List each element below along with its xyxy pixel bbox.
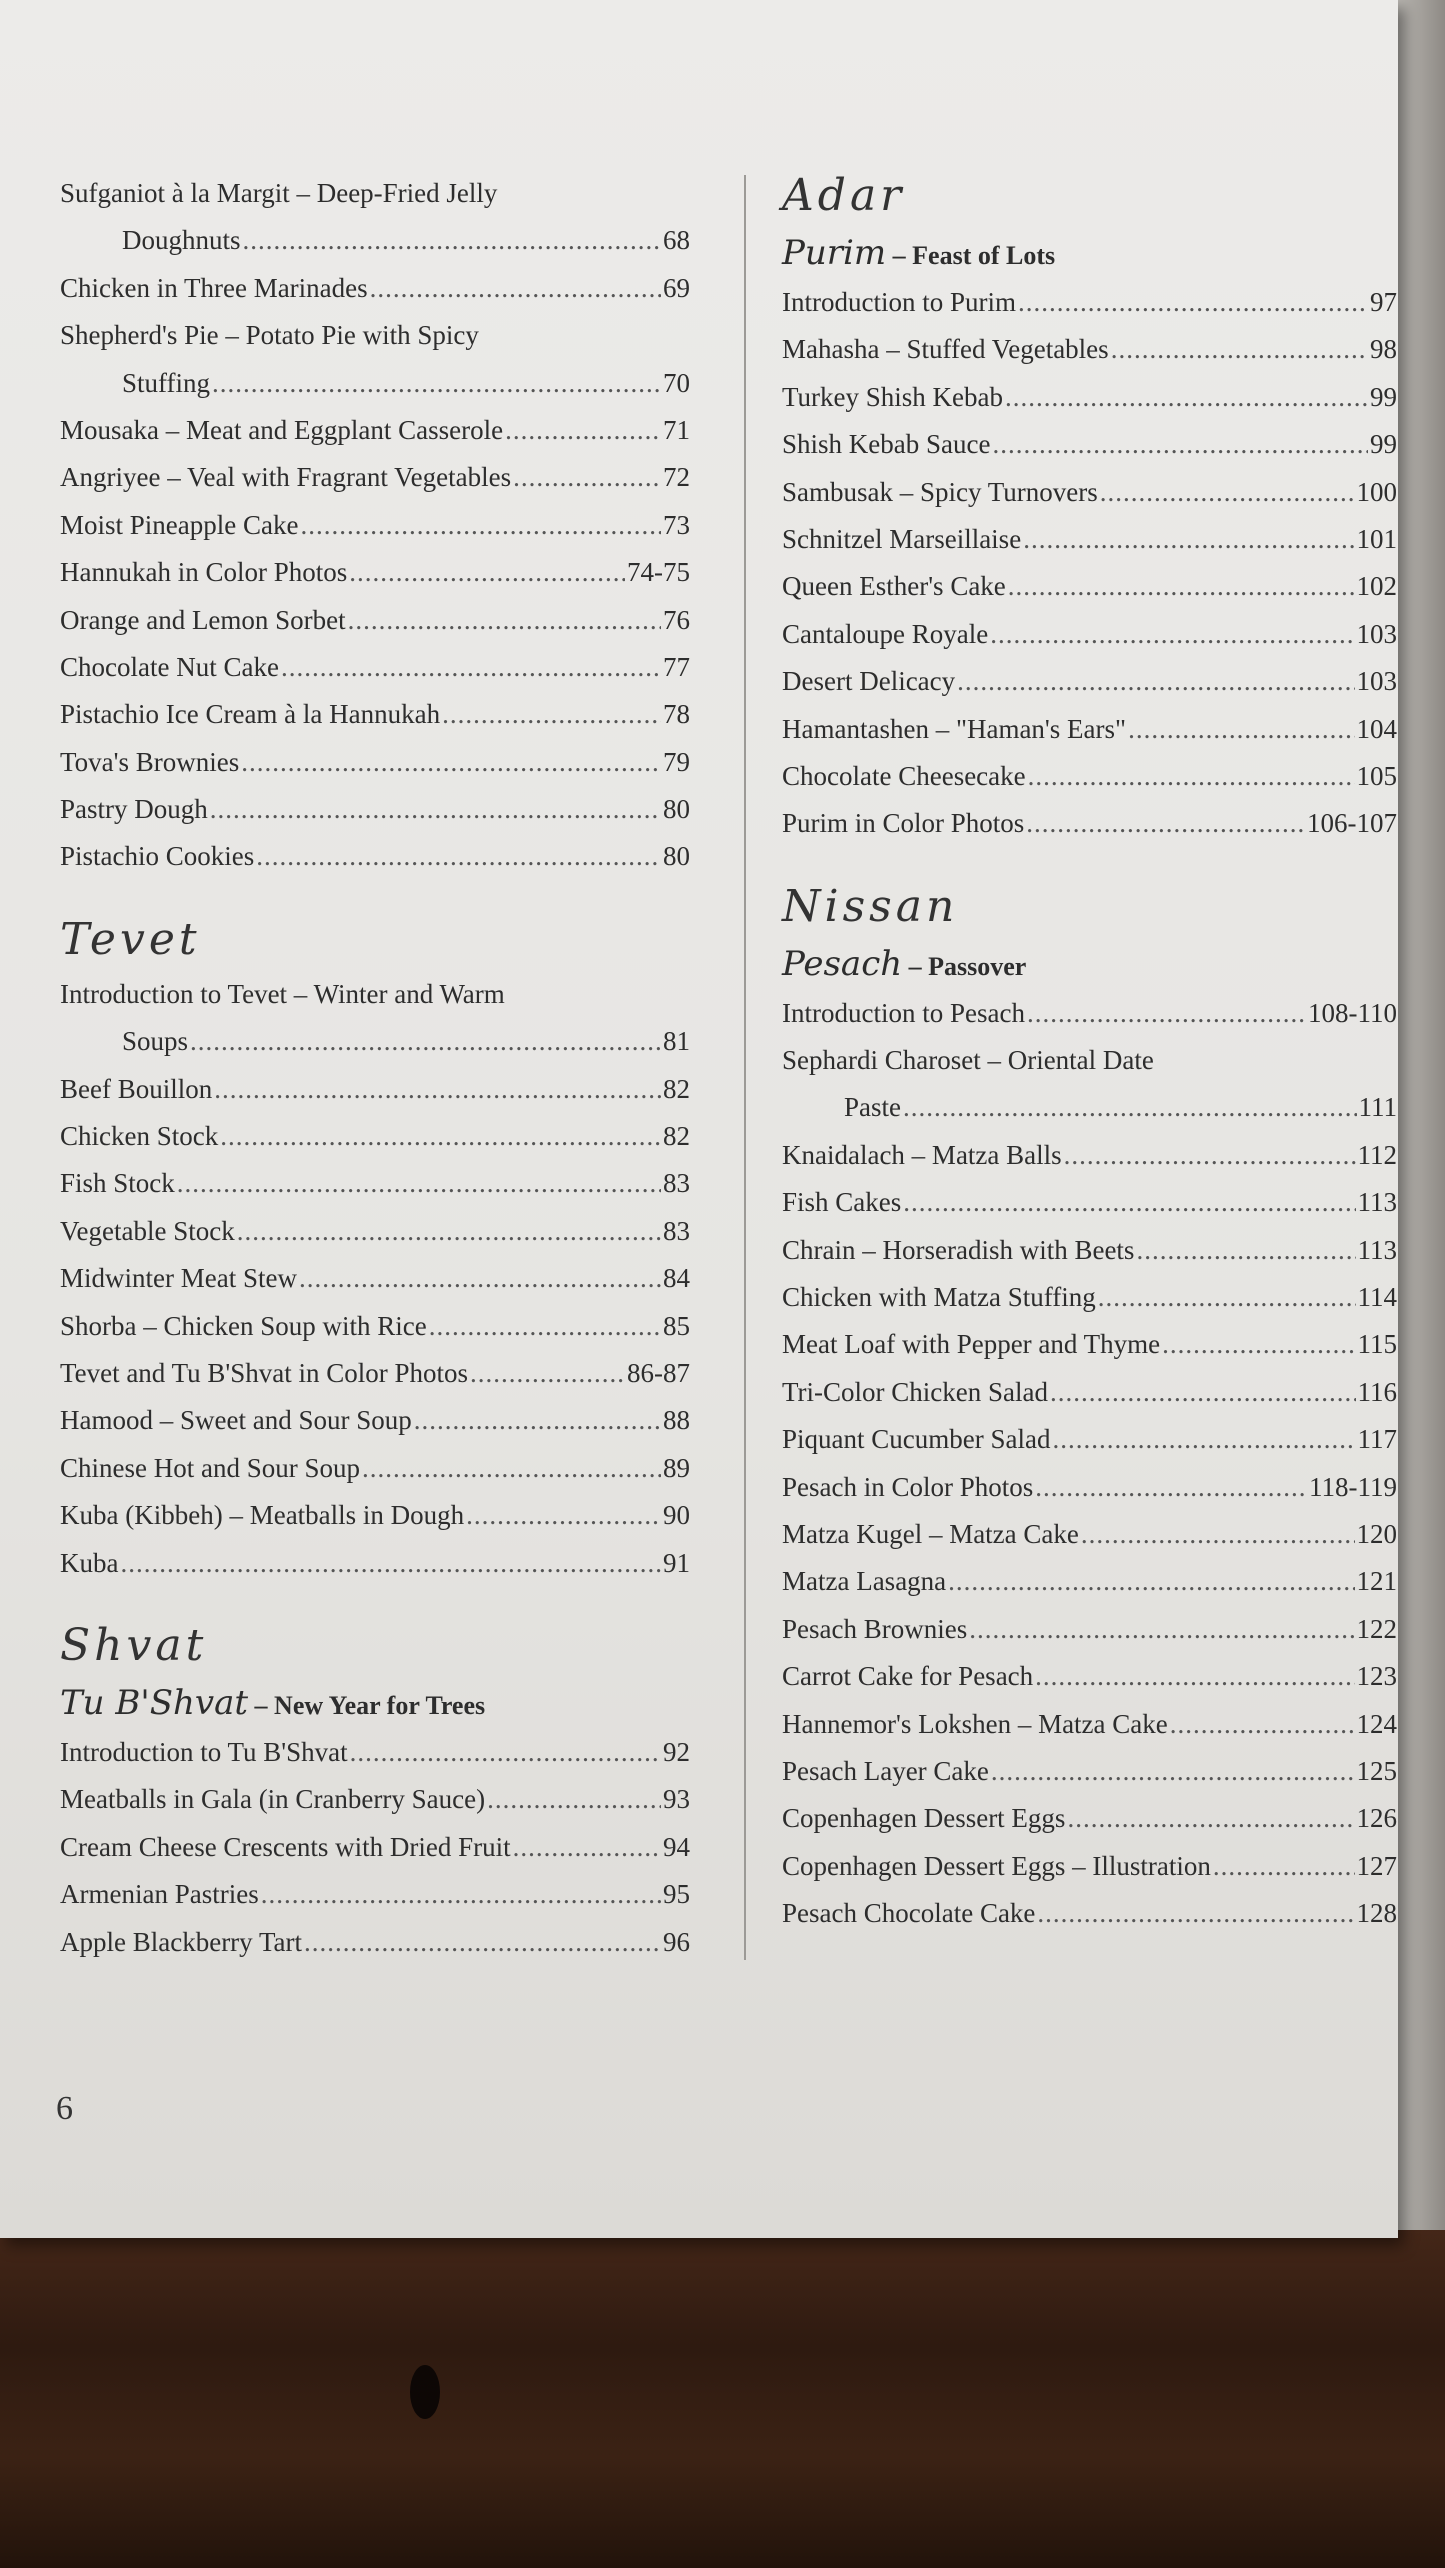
toc-page-number: 77 (663, 651, 690, 682)
toc-entry (782, 469, 1397, 516)
toc-entry (782, 1464, 1397, 1511)
left-column (60, 170, 690, 1966)
toc-entry-title: Hamantashen – "Haman's Ears" (782, 713, 1127, 744)
toc-entry (782, 1606, 1397, 1653)
toc-entry (782, 279, 1397, 326)
toc-page-number: 128 (1356, 1898, 1397, 1929)
toc-entry-title: Chicken in Three Marinades (60, 272, 368, 303)
page-edge-shadow (1398, 0, 1445, 2230)
toc-entry (782, 1795, 1397, 1842)
toc-page-number: 83 (663, 1168, 690, 1199)
dot-leader (1136, 1227, 1355, 1274)
toc-entry-title: Pistachio Cookies (60, 841, 255, 872)
toc-entry (60, 1160, 690, 1207)
dot-leader (1037, 1890, 1354, 1937)
toc-entry (782, 706, 1397, 753)
dot-leader (243, 217, 661, 264)
toc-entry-title: Copenhagen Dessert Eggs (782, 1803, 1066, 1834)
toc-page-number: 99 (1370, 381, 1397, 412)
month-heading-nissan: Nissan (782, 880, 959, 932)
toc-entry-title: Cantaloupe Royale (782, 618, 989, 649)
toc-page-number: 82 (663, 1073, 690, 1104)
toc-entry-title: Pesach Brownies (782, 1613, 968, 1644)
toc-entry (60, 1397, 690, 1444)
toc-page-number: 103 (1356, 618, 1397, 649)
dot-leader (304, 1919, 661, 1966)
toc-page-number: 100 (1356, 476, 1397, 507)
toc-page-number: 106-107 (1307, 808, 1397, 839)
toc-entry-title: Pastry Dough (60, 794, 208, 825)
holiday-heading-tu-bshvat (60, 1677, 690, 1729)
dot-leader (1018, 279, 1368, 326)
toc-entry-title: Introduction to Purim (782, 287, 1016, 317)
toc-entry-line: Sufganiot à la Margit – Deep-Fried Jelly (60, 178, 498, 208)
toc-entry-title: Pesach Layer Cake (782, 1755, 989, 1786)
toc-entry-title: Matza Lasagna (782, 1566, 947, 1597)
toc-page-number: 76 (663, 604, 690, 635)
toc-entry (60, 1729, 690, 1776)
toc-entry-title: Mousaka – Meat and Eggplant Casserole (60, 414, 504, 445)
toc-entry (60, 1492, 690, 1539)
toc-entry (60, 833, 690, 880)
toc-entry-title: Knaidalach – Matza Balls (782, 1139, 1062, 1170)
toc-entry (60, 786, 690, 833)
toc-entry (60, 1445, 690, 1492)
adar-list (782, 279, 1397, 848)
toc-page-number: 89 (663, 1452, 690, 1483)
toc-page-number: 69 (663, 272, 690, 303)
dot-leader (1213, 1843, 1355, 1890)
dot-leader (442, 691, 661, 738)
toc-entry (60, 1350, 690, 1397)
toc-page-number: 125 (1356, 1755, 1397, 1786)
column-divider (744, 175, 746, 1960)
table-knot (410, 2365, 440, 2419)
page-number: 6 (56, 2090, 73, 2127)
toc-entry-title: Chocolate Cheesecake (782, 760, 1026, 791)
toc-page-number: 121 (1356, 1566, 1397, 1597)
toc-entry (782, 1416, 1397, 1463)
toc-entry (60, 1540, 690, 1587)
dot-leader (261, 1871, 661, 1918)
toc-entry-title: Soups (122, 1026, 189, 1057)
dot-leader (1035, 1653, 1354, 1700)
toc-entry-title: Introduction to Tu B'Shvat (60, 1736, 348, 1767)
toc-entry-title: Meatballs in Gala (in Cranberry Sauce) (60, 1784, 486, 1815)
toc-page-number: 99 (1370, 429, 1397, 460)
toc-entry (782, 1748, 1397, 1795)
toc-entry (60, 691, 690, 738)
toc-page-number: 113 (1357, 1187, 1397, 1218)
toc-page-number: 82 (663, 1121, 690, 1152)
toc-entry-title: Chicken with Matza Stuffing (782, 1282, 1096, 1313)
toc-page-number: 83 (663, 1215, 690, 1246)
toc-entry-title: Purim in Color Photos (782, 808, 1025, 839)
toc-entry (782, 658, 1397, 705)
holiday-name: Pesach (782, 943, 903, 984)
dot-leader (1028, 753, 1355, 800)
toc-entry (60, 1066, 690, 1113)
toc-entry-title: Queen Esther's Cake (782, 571, 1006, 602)
toc-page-number: 102 (1356, 571, 1397, 602)
toc-entry (782, 563, 1397, 610)
toc-entry-title: Kuba (Kibbeh) – Meatballs in Dough (60, 1500, 465, 1531)
nissan-list (782, 990, 1397, 1938)
toc-page-number: 103 (1356, 666, 1397, 697)
toc-entry-title: Mahasha – Stuffed Vegetables (782, 334, 1109, 365)
dot-leader (957, 658, 1354, 705)
holiday-name: Purim (782, 233, 887, 273)
month-heading-shvat: Shvat (60, 1619, 208, 1671)
dot-leader (370, 265, 661, 312)
dot-leader (470, 1350, 625, 1397)
dot-leader (1128, 706, 1354, 753)
toc-page-number: 97 (1370, 287, 1397, 317)
continued-list (60, 170, 690, 881)
toc-entry (60, 360, 690, 407)
toc-entry-title: Angriyee – Veal with Fragrant Vegetables (60, 462, 512, 493)
toc-entry-title: Paste (844, 1092, 901, 1123)
toc-entry-title: Vegetable Stock (60, 1215, 235, 1246)
dot-leader (237, 1208, 661, 1255)
toc-entry-title: Kuba (60, 1547, 119, 1578)
toc-entry (782, 1132, 1397, 1179)
right-column (782, 165, 1397, 1938)
dot-leader (362, 1445, 661, 1492)
toc-page-number: 122 (1356, 1613, 1397, 1644)
dot-leader (299, 1255, 661, 1302)
toc-entry (60, 549, 690, 596)
toc-entry (782, 990, 1397, 1037)
holiday-subtitle: – Feast of Lots (886, 241, 1056, 270)
toc-page-number: 104 (1356, 713, 1397, 744)
dot-leader (1027, 990, 1306, 1037)
toc-entry-title: Pesach Chocolate Cake (782, 1898, 1036, 1929)
dot-leader (505, 407, 661, 454)
dot-leader (1067, 1795, 1354, 1842)
dot-leader (1052, 1416, 1355, 1463)
toc-entry (782, 1179, 1397, 1226)
toc-entry-title: Apple Blackberry Tart (60, 1926, 303, 1957)
dot-leader (992, 421, 1368, 468)
toc-entry-title: Chocolate Nut Cake (60, 651, 279, 682)
toc-page-number: 72 (663, 462, 690, 493)
toc-page-number: 118-119 (1309, 1471, 1397, 1502)
dot-leader (903, 1084, 1357, 1131)
dot-leader (513, 1824, 661, 1871)
dot-leader (350, 1729, 661, 1776)
dot-leader (349, 549, 625, 596)
toc-entry (782, 374, 1397, 421)
toc-entry (782, 1890, 1397, 1937)
toc-entry-title: Piquant Cucumber Salad (782, 1424, 1051, 1455)
toc-entry-title: Tevet and Tu B'Shvat in Color Photos (60, 1357, 469, 1388)
toc-entry-line: Sephardi Charoset – Oriental Date (782, 1045, 1154, 1076)
dot-leader (487, 1776, 661, 1823)
dot-leader (177, 1160, 661, 1207)
dot-leader (120, 1540, 661, 1587)
toc-page-number: 86-87 (627, 1357, 690, 1388)
toc-page-number: 94 (663, 1831, 690, 1862)
toc-entry (782, 1843, 1397, 1890)
toc-entry (60, 1018, 690, 1065)
toc-page-number: 80 (663, 841, 690, 872)
dot-leader (214, 1066, 661, 1113)
dot-leader (414, 1397, 661, 1444)
toc-entry-title: Stuffing (122, 367, 211, 398)
toc-page-number: 85 (663, 1310, 690, 1341)
toc-page-number: 96 (663, 1926, 690, 1957)
toc-entry-title: Sambusak – Spicy Turnovers (782, 476, 1098, 507)
toc-entry (60, 1824, 690, 1871)
toc-entry (60, 265, 690, 312)
toc-entry (60, 1776, 690, 1823)
toc-page-number: 105 (1356, 760, 1397, 791)
toc-page-number: 93 (663, 1784, 690, 1815)
toc-page-number: 80 (663, 794, 690, 825)
toc-entry (60, 454, 690, 501)
toc-entry (60, 1919, 690, 1966)
toc-entry (60, 739, 690, 786)
dot-leader (903, 1179, 1355, 1226)
dot-leader (220, 1113, 661, 1160)
toc-entry-title: Pistachio Ice Cream à la Hannukah (60, 699, 441, 730)
toc-entry-title: Hannukah in Color Photos (60, 557, 348, 588)
toc-entry (782, 753, 1397, 800)
toc-page-number: 74-75 (627, 557, 690, 588)
toc-entry-title: Shorba – Chicken Soup with Rice (60, 1310, 427, 1341)
toc-entry (60, 407, 690, 454)
dot-leader (348, 597, 661, 644)
toc-entry (60, 597, 690, 644)
tevet-list (60, 971, 690, 1587)
toc-entry (60, 644, 690, 691)
toc-page-number: 71 (663, 414, 690, 445)
toc-entry-title: Meat Loaf with Pepper and Thyme (782, 1329, 1161, 1360)
toc-entry (782, 1321, 1397, 1368)
holiday-heading-pesach (782, 938, 1397, 990)
toc-page-number: 126 (1356, 1803, 1397, 1834)
dot-leader (466, 1492, 661, 1539)
toc-entry (782, 1227, 1397, 1274)
toc-page-number: 90 (663, 1500, 690, 1531)
toc-entry (782, 1701, 1397, 1748)
toc-entry (782, 421, 1397, 468)
toc-entry-title: Schnitzel Marseillaise (782, 523, 1022, 554)
toc-entry-line: Shepherd's Pie – Potato Pie with Spicy (60, 320, 479, 351)
dot-leader (513, 454, 661, 501)
toc-page-number: 79 (663, 746, 690, 777)
toc-page-number: 84 (663, 1263, 690, 1294)
dot-leader (241, 739, 661, 786)
toc-entry-title: Chrain – Horseradish with Beets (782, 1234, 1135, 1265)
dot-leader (1098, 1274, 1356, 1321)
holiday-subtitle: – Passover (902, 951, 1027, 981)
toc-entry-title: Chinese Hot and Sour Soup (60, 1452, 360, 1483)
toc-entry (782, 326, 1397, 373)
dot-leader (1005, 374, 1368, 421)
toc-entry-title: Armenian Pastries (60, 1879, 259, 1910)
toc-entry (782, 1558, 1397, 1605)
toc-entry (60, 217, 690, 264)
toc-page-number: 81 (663, 1026, 690, 1057)
toc-entry-title: Doughnuts (122, 225, 241, 256)
toc-entry (782, 611, 1397, 658)
dot-leader (300, 502, 661, 549)
toc-entry-title: Desert Delicacy (782, 666, 956, 697)
dot-leader (1170, 1701, 1355, 1748)
toc-page-number: 117 (1357, 1424, 1397, 1455)
toc-page-number: 95 (663, 1879, 690, 1910)
toc-entry-line: Introduction to Tevet – Winter and Warm (60, 978, 505, 1009)
toc-page-number: 98 (1370, 334, 1397, 365)
dot-leader (948, 1558, 1354, 1605)
toc-page-number: 73 (663, 509, 690, 540)
toc-page-number: 78 (663, 699, 690, 730)
toc-entry-title: Hannemor's Lokshen – Matza Cake (782, 1708, 1168, 1739)
dot-leader (1050, 1369, 1356, 1416)
toc-entry (60, 1255, 690, 1302)
dot-leader (1035, 1464, 1307, 1511)
month-heading-adar: Adar (782, 170, 906, 221)
holiday-name: Tu B'Shvat (60, 1682, 249, 1723)
toc-entry (782, 1511, 1397, 1558)
dot-leader (1026, 800, 1305, 847)
toc-page-number: 68 (663, 225, 690, 256)
dot-leader (1100, 469, 1355, 516)
toc-entry (60, 502, 690, 549)
toc-entry-title: Matza Kugel – Matza Cake (782, 1518, 1079, 1549)
toc-page-number: 120 (1356, 1518, 1397, 1549)
toc-page-number: 123 (1356, 1661, 1397, 1692)
toc-entry-title: Tri-Color Chicken Salad (782, 1376, 1048, 1407)
toc-entry (60, 1871, 690, 1918)
toc-page-number: 115 (1357, 1329, 1397, 1360)
toc-page-number: 88 (663, 1405, 690, 1436)
toc-entry-title: Shish Kebab Sauce (782, 429, 991, 460)
toc-page-number: 113 (1357, 1234, 1397, 1265)
month-heading-tevet: Tevet (60, 913, 201, 965)
toc-entry-title: Copenhagen Dessert Eggs – Illustration (782, 1850, 1211, 1881)
dot-leader (1008, 563, 1355, 610)
dot-leader (1023, 516, 1354, 563)
shvat-list (60, 1729, 690, 1966)
dot-leader (969, 1606, 1354, 1653)
toc-page-number: 111 (1358, 1092, 1397, 1123)
toc-page-number: 127 (1356, 1850, 1397, 1881)
toc-entry-title: Introduction to Pesach (782, 997, 1025, 1028)
toc-entry-title: Beef Bouillon (60, 1073, 213, 1104)
toc-entry (782, 1653, 1397, 1700)
toc-page-number: 112 (1357, 1139, 1397, 1170)
toc-entry (60, 1113, 690, 1160)
toc-entry-title: Orange and Lemon Sorbet (60, 604, 346, 635)
toc-entry-title: Moist Pineapple Cake (60, 509, 299, 540)
dot-leader (429, 1303, 661, 1350)
toc-page-number: 114 (1357, 1282, 1397, 1313)
toc-entry-title: Hamood – Sweet and Sour Soup (60, 1405, 412, 1436)
toc-entry (60, 1303, 690, 1350)
toc-entry-title: Chicken Stock (60, 1121, 219, 1152)
dot-leader (1064, 1132, 1356, 1179)
dot-leader (990, 611, 1354, 658)
holiday-heading-purim (782, 227, 1397, 279)
toc-page-number: 91 (663, 1547, 690, 1578)
toc-entry (782, 516, 1397, 563)
toc-entry (60, 1208, 690, 1255)
toc-entry-title: Carrot Cake for Pesach (782, 1661, 1034, 1692)
toc-entry-title: Cream Cheese Crescents with Dried Fruit (60, 1831, 511, 1862)
toc-entry-title: Fish Stock (60, 1168, 175, 1199)
toc-page-number: 70 (663, 367, 690, 398)
toc-entry-title: Fish Cakes (782, 1187, 902, 1218)
dot-leader (1111, 326, 1368, 373)
wooden-table (0, 2200, 1445, 2568)
toc-page-number: 108-110 (1308, 997, 1397, 1028)
toc-entry-title: Pesach in Color Photos (782, 1471, 1034, 1502)
toc-entry (782, 1084, 1397, 1131)
dot-leader (991, 1748, 1355, 1795)
toc-entry (782, 1274, 1397, 1321)
toc-entry (782, 1369, 1397, 1416)
dot-leader (210, 786, 661, 833)
toc-page-number: 101 (1356, 523, 1397, 554)
dot-leader (190, 1018, 661, 1065)
toc-entry (782, 800, 1397, 847)
dot-leader (281, 644, 661, 691)
toc-page-number: 116 (1357, 1376, 1397, 1407)
toc-page-number: 92 (663, 1736, 690, 1767)
dot-leader (256, 833, 661, 880)
dot-leader (1081, 1511, 1355, 1558)
toc-entry-title: Midwinter Meat Stew (60, 1263, 297, 1294)
holiday-subtitle: – New Year for Trees (248, 1690, 486, 1720)
toc-page-number: 124 (1356, 1708, 1397, 1739)
toc-entry-title: Turkey Shish Kebab (782, 381, 1004, 412)
dot-leader (212, 360, 661, 407)
dot-leader (1162, 1321, 1355, 1368)
toc-entry-title: Tova's Brownies (60, 746, 240, 777)
